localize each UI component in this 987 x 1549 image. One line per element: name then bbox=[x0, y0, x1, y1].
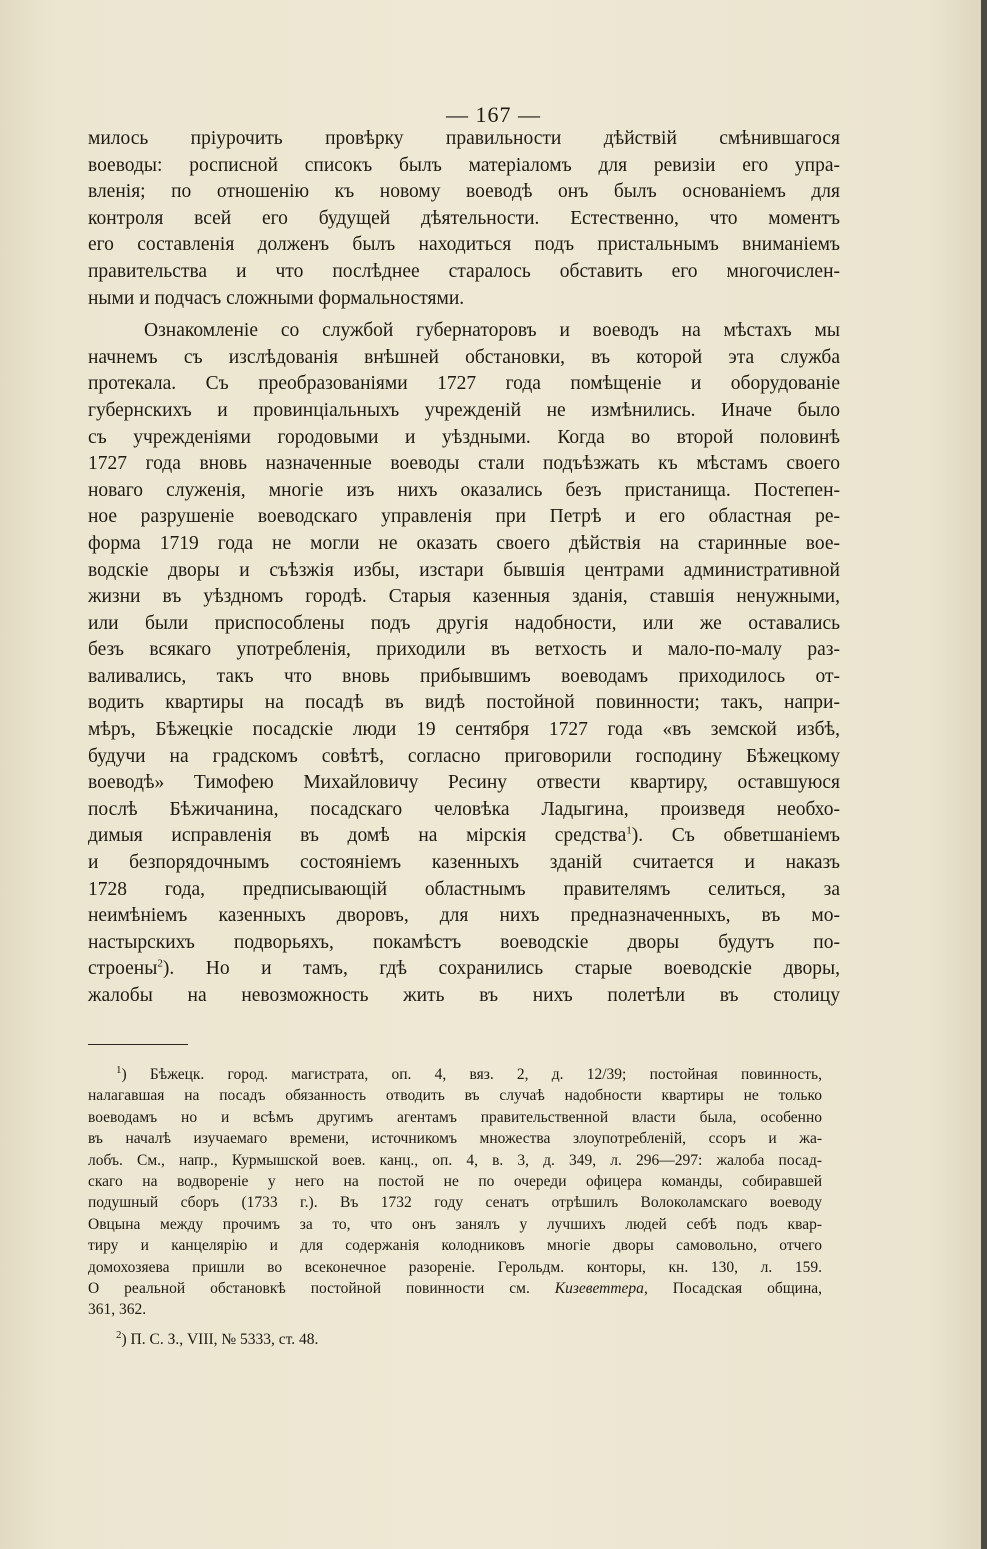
text-line: мѣръ, Бѣжецкіе посадскіе люди 19 сентября 1727 года «въ земской избѣ, bbox=[88, 719, 840, 741]
text-line: безъ всякаго употребленія, приходили въ ветхость и мало-по-малу раз- bbox=[88, 639, 840, 661]
text-fragment: ). Съ обветшаніемъ bbox=[631, 825, 840, 847]
text-line-with-footnote bbox=[88, 823, 840, 850]
footnote-line: Овцына между прочимъ за то, что онъ занялъ у лучшихъ людей себѣ подъ квар- bbox=[88, 1215, 822, 1233]
text-line: губернскихъ и провинціальныхъ учрежденій не измѣнились. Иначе было bbox=[88, 399, 840, 421]
footnote-mark-2: 2 bbox=[116, 1328, 122, 1341]
text-line: начнемъ съ изслѣдованія внѣшней обстановки, въ которой эта служба bbox=[88, 346, 840, 368]
page-edge-shadow bbox=[981, 0, 987, 1549]
text-line: будучи на градскомъ совѣтѣ, согласно приговорили господину Бѣжецкому bbox=[88, 745, 840, 767]
text-line: валивались, такъ что вновь прибывшимъ воеводамъ приходилось от- bbox=[88, 665, 840, 687]
text-fragment: ). Но и тамъ, гдѣ сохранились старые воеводскіе дворы, bbox=[162, 958, 840, 980]
text-line: и безпорядочнымъ состояніемъ казенныхъ зданій считается и наказъ bbox=[88, 852, 840, 874]
text-line: протекала. Съ преобразованіями 1727 года помѣщеніе и оборудованіе bbox=[88, 373, 840, 395]
text-line: новаго служенія, многіе изъ нихъ оказались безъ пристанища. Постепен- bbox=[88, 479, 840, 501]
main-text bbox=[88, 126, 840, 1010]
footnote-line: 361, 362. bbox=[88, 1301, 147, 1319]
footnote-line-with-author: О реальной обстановкѣ постойной повинности см. Кизеветтера, Посадская община, bbox=[88, 1279, 823, 1297]
text-line-with-footnote bbox=[88, 956, 840, 983]
footnote-ref-2[interactable]: 2 bbox=[157, 957, 163, 970]
text-line: неимѣніемъ казенныхъ дворовъ, для нихъ предназначенныхъ, въ мо- bbox=[88, 905, 840, 927]
footnote-line: воеводамъ но и всѣмъ другимъ агентамъ правительственной власти была, особенно bbox=[88, 1108, 822, 1126]
text-line: правительства и что послѣднее старалось обставить его многочислен- bbox=[88, 260, 840, 282]
paragraph-start-line: Ознакомленіе со службой губернаторовъ и воеводъ на мѣстахъ мы bbox=[144, 320, 840, 342]
footnote-line: подушный сборъ (1733 г.). Въ 1732 году сенатъ отрѣшилъ Волоколамскаго воеводу bbox=[88, 1194, 822, 1212]
cited-author: Кизеветтера bbox=[554, 1279, 644, 1297]
footnotes bbox=[88, 1064, 822, 1350]
text-fragment: димыя исправленія въ домѣ на мірскія средства bbox=[88, 825, 627, 847]
footnote-line: скаго на водвореніе у него на постой не по очереди офицера команды, собиравшей bbox=[88, 1172, 822, 1190]
text-line: ное разрушеніе воеводскаго управленія при Петрѣ и его областная ре- bbox=[88, 506, 840, 528]
text-line: настырскихъ подворьяхъ, покамѣстъ воеводскіе дворы будутъ по- bbox=[88, 931, 840, 953]
text-line: жалобы на невозможность жить въ нихъ полетѣли въ столицу bbox=[88, 985, 840, 1006]
text-fragment: строены bbox=[88, 958, 158, 980]
footnote-line: тиру и канцелярію и для содержанія колодниковъ многіе дворы самовольно, отчего bbox=[88, 1237, 822, 1255]
text-line: воеводы: росписной списокъ былъ матеріаломъ для ревизіи его упра- bbox=[88, 154, 840, 176]
footnote-ref-1[interactable]: 1 bbox=[626, 824, 632, 837]
text-line: послѣ Бѣжичанина, посадскаго человѣка Ладыгина, произведя необхо- bbox=[88, 798, 840, 820]
text-line: водить квартиры на посадѣ въ видѣ постойной повинности; такъ, напри- bbox=[88, 692, 840, 714]
text-line: вленія; по отношенію къ новому воеводѣ онъ былъ основаніемъ для bbox=[88, 181, 840, 203]
text-line: ными и подчасъ сложными формальностями. bbox=[88, 287, 465, 309]
footnote-line: налагавшая на посадъ обязанность отводить въ случаѣ надобности квартиры не только bbox=[88, 1087, 822, 1105]
page-number: — 167 — bbox=[446, 102, 541, 127]
text-line: съ учрежденіями городовыми и уѣздными. Когда во второй половинѣ bbox=[88, 426, 840, 448]
text-line: его составленія долженъ былъ находиться подъ пристальнымъ вниманіемъ bbox=[88, 234, 840, 256]
text-line: воеводѣ» Тимофею Михайловичу Ресину отвести квартиру, оставшуюся bbox=[88, 772, 840, 794]
text-line: 1727 года вновь назначенные воеводы стали подъѣзжать къ мѣстамъ своего bbox=[88, 453, 840, 475]
footnote-2-line: $^2$) П. С. З., VIII, № 5333, ст. 48. bbox=[116, 1328, 319, 1348]
footnote-mark-1: 1 bbox=[116, 1063, 122, 1076]
text-line: водскіе дворы и съѣзжія избы, изстари бывшія центрами административной bbox=[88, 559, 840, 581]
footnote-line: домохозяева пришли во всеконечное разореніе. Герольдм. конторы, кн. 130, л. 159. bbox=[88, 1258, 822, 1276]
footnote-1-line: $^1$) Бѣжецк. город. магистрата, оп. 4, вяз. 2, д. 12/39; постойная повинность, bbox=[116, 1063, 822, 1083]
text-line: жизни въ уѣздномъ городѣ. Старыя казенныя зданія, ставшія ненужными, bbox=[88, 586, 840, 608]
text-line: милось пріурочить провѣрку правильности дѣйствій смѣнившагося bbox=[88, 128, 840, 149]
text-line: форма 1719 года не могли не оказать своего дѣйствія на старинные вое- bbox=[88, 532, 840, 554]
text-line: 1728 года, предписывающій областнымъ правителямъ селиться, за bbox=[88, 878, 840, 900]
footnote-divider bbox=[88, 1044, 188, 1045]
text-line: контроля всей его будущей дѣятельности. Естественно, что моментъ bbox=[88, 207, 840, 229]
footnote-line: лобъ. См., напр., Курмышской воев. канц., оп. 4, в. 3, д. 349, л. 296—297: жалоба посад- bbox=[88, 1151, 822, 1169]
text-line: или были приспособлены подъ другія надобности, или же оставались bbox=[88, 612, 840, 634]
footnote-line: въ началѣ изучаемаго времени, источникомъ множества злоупотребленій, ссоръ и жа- bbox=[88, 1130, 822, 1148]
